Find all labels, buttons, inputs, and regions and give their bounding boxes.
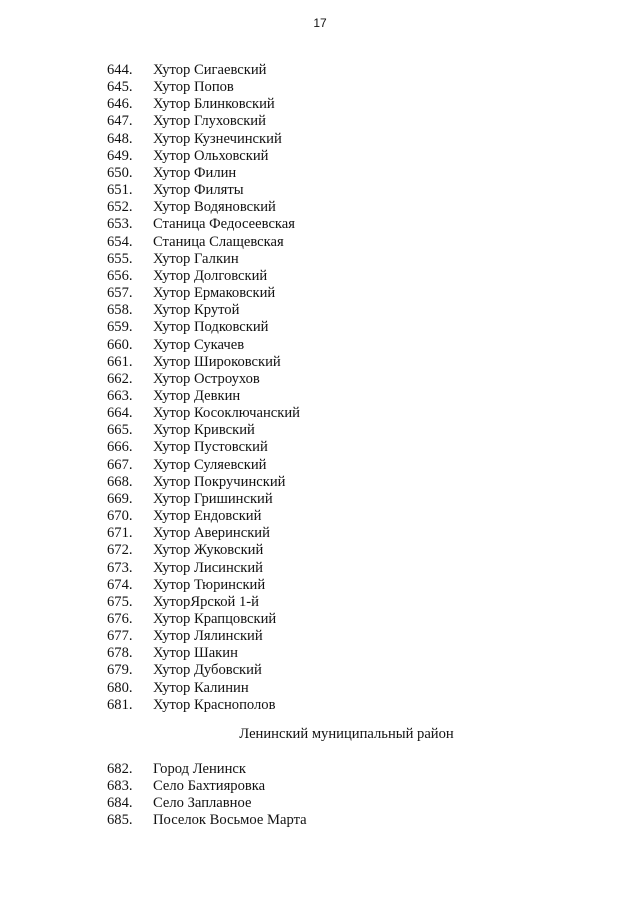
item-number: 671.	[107, 525, 133, 542]
list-item	[100, 508, 300, 525]
list-item	[100, 628, 300, 645]
settlement-name: Хутор Блинковский	[153, 96, 275, 113]
list-item	[100, 285, 300, 302]
list-item	[100, 560, 300, 577]
settlement-name: Хутор Сигаевский	[153, 62, 267, 78]
item-number: 663.	[107, 387, 133, 404]
settlement-name: Хутор Покручинский	[153, 473, 286, 490]
settlement-name: Хутор Ольховский	[153, 147, 269, 164]
settlement-name: Село Бахтияровка	[153, 778, 266, 795]
list-item	[100, 645, 300, 662]
list-item	[100, 234, 300, 251]
item-number: 666.	[107, 439, 133, 456]
settlement-name: Хутор Лялинский	[153, 628, 263, 645]
item-number: 659.	[107, 319, 133, 336]
item-number: 672.	[107, 542, 133, 559]
item-number: 670.	[107, 508, 133, 525]
list-item	[100, 216, 300, 233]
list-item	[100, 62, 300, 79]
item-number: 647.	[107, 113, 133, 130]
list-item	[100, 113, 300, 130]
item-number: 656.	[107, 267, 133, 284]
item-number: 684.	[107, 795, 133, 812]
settlement-list-leninsky	[100, 761, 307, 830]
item-number: 668.	[107, 473, 133, 490]
item-number: 653.	[107, 216, 133, 233]
list-item	[100, 405, 300, 422]
list-item	[100, 337, 300, 354]
settlement-name: Хутор Подковский	[153, 319, 269, 336]
list-item	[100, 474, 300, 491]
settlement-name: Хутор Шакин	[153, 645, 238, 662]
item-number: 681.	[107, 696, 133, 713]
settlement-name: Хутор Аверинский	[153, 525, 270, 542]
item-number: 661.	[107, 353, 133, 370]
list-item	[100, 491, 300, 508]
settlement-name: Хутор Гришинский	[153, 490, 273, 507]
settlement-name: Хутор Крутой	[153, 302, 240, 319]
page-number: 17	[313, 16, 327, 30]
settlement-name: Хутор Жуковский	[153, 542, 264, 559]
list-item	[100, 96, 300, 113]
section-heading: Ленинский муниципальный район	[239, 726, 454, 742]
list-item	[100, 268, 300, 285]
item-number: 652.	[107, 199, 133, 216]
list-item	[100, 148, 300, 165]
list-item	[100, 251, 300, 268]
settlement-name: Хутор Кузнечинский	[153, 130, 282, 147]
settlement-name: Хутор Водяновский	[153, 199, 276, 216]
list-item	[100, 812, 307, 829]
item-number: 676.	[107, 611, 133, 627]
list-item	[100, 795, 307, 812]
settlement-name: Хутор Филин	[153, 164, 237, 181]
list-item	[100, 542, 300, 559]
item-number: 654.	[107, 233, 133, 250]
item-number: 644.	[107, 62, 133, 78]
settlement-name: Хутор Глуховский	[153, 113, 266, 130]
settlement-name: Город Ленинск	[153, 761, 246, 777]
list-item	[100, 422, 300, 439]
item-number: 683.	[107, 778, 133, 795]
settlement-name: Хутор Косоключанский	[153, 405, 300, 422]
settlement-name: Хутор Крапцовский	[153, 611, 277, 627]
item-number: 674.	[107, 576, 133, 593]
settlement-name: Хутор Ендовский	[153, 508, 262, 525]
list-item	[100, 79, 300, 96]
item-number: 658.	[107, 302, 133, 319]
settlement-name: Хутор Тюринский	[153, 576, 266, 593]
settlement-name: Хутор Дубовский	[153, 662, 262, 679]
settlement-name: Хутор Пустовский	[153, 439, 268, 456]
item-number: 680.	[107, 679, 133, 696]
list-item	[100, 577, 300, 594]
list-item	[100, 680, 300, 697]
item-number: 660.	[107, 336, 133, 353]
settlement-name: Хутор Широковский	[153, 353, 281, 370]
list-item	[100, 302, 300, 319]
list-item	[100, 611, 300, 628]
settlement-name: Хутор Остроухов	[153, 370, 260, 387]
list-item	[100, 371, 300, 388]
item-number: 646.	[107, 96, 133, 113]
item-number: 664.	[107, 405, 133, 422]
list-item	[100, 388, 300, 405]
settlement-name: Хутор Ермаковский	[153, 285, 276, 302]
list-item	[100, 439, 300, 456]
item-number: 667.	[107, 456, 133, 473]
settlement-name: Хутор Галкин	[153, 250, 239, 267]
settlement-name: Хутор Калинин	[153, 679, 249, 696]
item-number: 678.	[107, 645, 133, 662]
item-number: 682.	[107, 761, 133, 777]
settlement-name: Станица Слащевская	[153, 233, 284, 250]
settlement-name: Станица Федосеевская	[153, 216, 295, 233]
item-number: 685.	[107, 812, 133, 829]
list-item	[100, 697, 300, 714]
list-item	[100, 131, 300, 148]
list-item	[100, 778, 307, 795]
list-item	[100, 662, 300, 679]
item-number: 675.	[107, 593, 133, 610]
settlement-name: Хутор Девкин	[153, 387, 241, 404]
list-item	[100, 457, 300, 474]
item-number: 650.	[107, 164, 133, 181]
settlement-name: Хутор Долговский	[153, 267, 268, 284]
settlement-name: Хутор Филяты	[153, 182, 244, 199]
settlement-list	[100, 62, 300, 714]
settlement-name: Хутор Лисинский	[153, 559, 263, 576]
settlement-name: Хутор Суляевский	[153, 456, 267, 473]
list-item	[100, 165, 300, 182]
item-number: 662.	[107, 370, 133, 387]
settlement-name: Хутор Краснополов	[153, 696, 276, 713]
settlement-name: Хутор Кривский	[153, 422, 255, 439]
item-number: 677.	[107, 628, 133, 645]
settlement-name: Село Заплавное	[153, 795, 252, 812]
item-number: 665.	[107, 422, 133, 439]
item-number: 645.	[107, 79, 133, 96]
list-item	[100, 319, 300, 336]
item-number: 655.	[107, 250, 133, 267]
list-item	[100, 199, 300, 216]
list-item	[100, 594, 300, 611]
settlement-name: Хутор Сукачев	[153, 336, 245, 353]
settlement-name: ХуторЯрской 1-й	[153, 593, 259, 610]
item-number: 669.	[107, 490, 133, 507]
settlement-name: Хутор Попов	[153, 79, 234, 96]
item-number: 648.	[107, 130, 133, 147]
item-number: 651.	[107, 182, 133, 199]
item-number: 649.	[107, 147, 133, 164]
list-item	[100, 182, 300, 199]
item-number: 679.	[107, 662, 133, 679]
item-number: 657.	[107, 285, 133, 302]
list-item	[100, 525, 300, 542]
list-item	[100, 354, 300, 371]
settlement-name: Поселок Восьмое Марта	[153, 812, 307, 829]
list-item	[100, 761, 307, 778]
item-number: 673.	[107, 559, 133, 576]
